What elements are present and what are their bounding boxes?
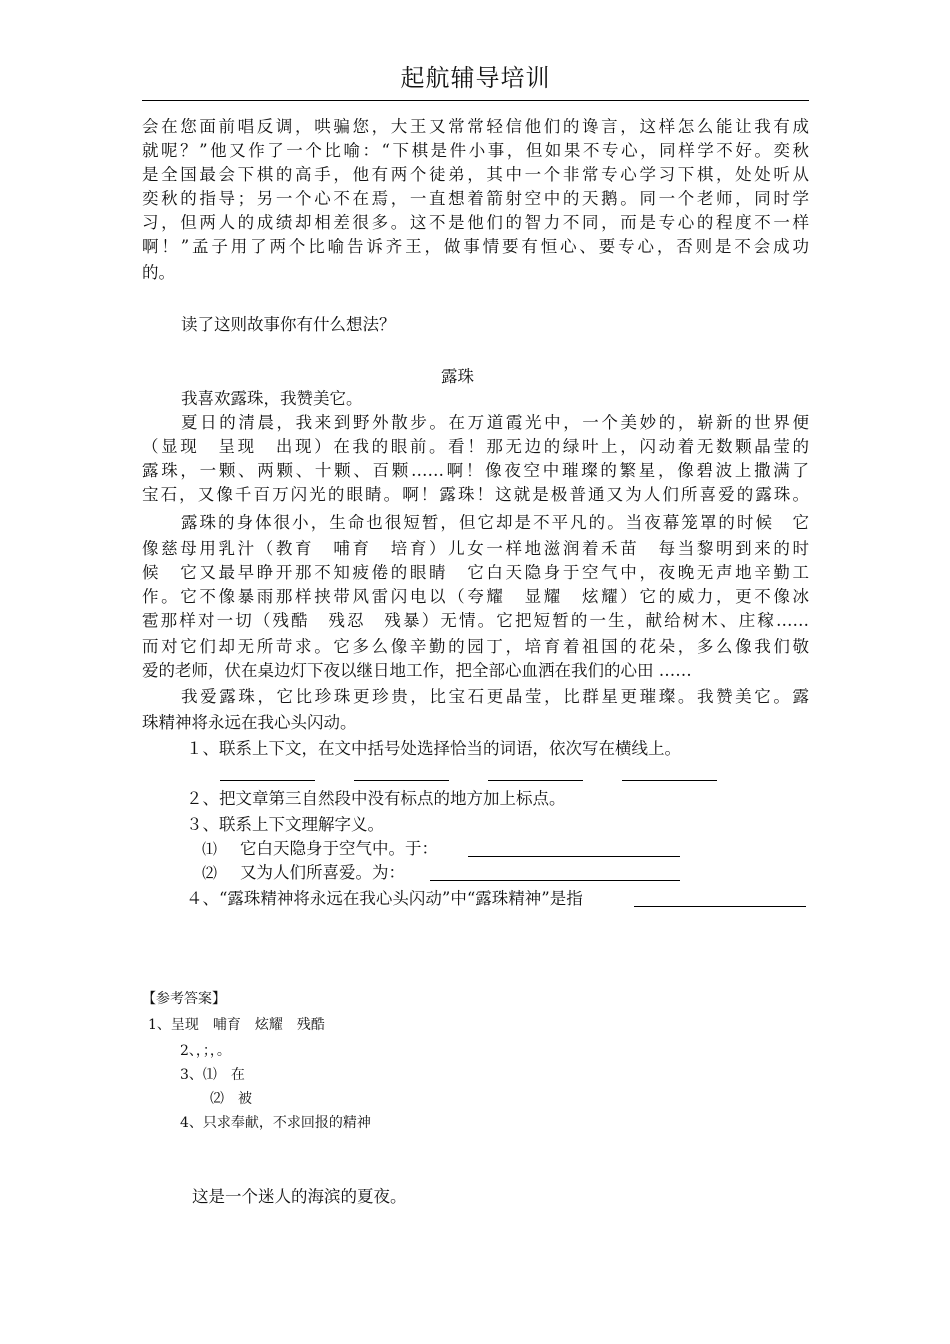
story-line: 就呢？”他又作了一个比喻：“下棋是件小事，但如果不专心，同样学不好。奕秋 (142, 141, 809, 160)
story-line: 的。 (142, 263, 175, 282)
article-line: 珠精神将永远在我心头闪动。 (142, 713, 357, 732)
answer-blank-1[interactable] (220, 764, 315, 781)
answer-blank-q4[interactable] (634, 890, 806, 907)
question-3: ３、联系上下文理解字义。 (186, 815, 384, 834)
article-line: 夏日的清晨，我来到野外散步。在万道霞光中，一个美妙的，崭新的世界便 (181, 413, 809, 432)
article-title: 露珠 (441, 367, 474, 386)
answer-2: 2、，；，。 (180, 1043, 231, 1059)
answer-3-1: 3、⑴ 在 (180, 1067, 245, 1083)
story-line: 会在您面前唱反调，哄骗您，大王又常常轻信他们的谗言，这样怎么能让我有成 (142, 117, 809, 136)
article-line: 爱的老师，伏在桌边灯下夜以继日地工作，把全部心血洒在我们的心田 …… (142, 661, 692, 680)
answer-3-2: ⑵ 被 (210, 1091, 252, 1107)
answer-blank-2[interactable] (354, 764, 449, 781)
answer-1: 1、呈现 哺育 炫耀 残酷 (148, 1017, 325, 1033)
question-3-2-number: ⑵ (202, 864, 218, 882)
article-line: 作。它不像暴雨那样挟带风雷闪电以（夸耀 显耀 炫耀）它的威力，更不像冰 (142, 587, 809, 606)
article-line: 像慈母用乳汁（教育 哺育 培育）儿女一样地滋润着禾苗 每当黎明到来的时 (142, 539, 809, 558)
answer-blank-4[interactable] (622, 764, 717, 781)
header-rule (142, 100, 809, 101)
answers-heading: 【参考答案】 (142, 991, 226, 1007)
article-line: 宝石，又像千百万闪光的眼睛。啊！露珠！这就是极普通又为人们所喜爱的露珠。 (142, 485, 809, 504)
story-line: 奕秋的指导；另一个心不在焉，一直想着箭射空中的天鹅。同一个老师，同时学 (142, 189, 809, 208)
article-line: 雹那样对一切（残酷 残忍 残暴）无情。它把短暂的一生，献给树木、庄稼…… (142, 611, 809, 630)
article-line: 而对它们却无所苛求。它多么像辛勤的园丁，培育着祖国的花朵，多么像我们敬 (142, 637, 809, 656)
answer-blank-3[interactable] (488, 764, 583, 781)
question-4: ４、“露珠精神将永远在我心头闪动”中“露珠精神”是指 (186, 889, 583, 908)
story-question: 读了这则故事你有什么想法？ (181, 315, 396, 334)
question-3-2: 又为人们所喜爱。为： (240, 863, 405, 882)
story-line: 是全国最会下棋的高手，他有两个徒弟，其中一个非常专心学习下棋，处处听从 (142, 165, 809, 184)
article-line: 露珠，一颗、两颗、十颗、百颗……啊！像夜空中璀璨的繁星，像碧波上撒满了 (142, 461, 809, 480)
question-2: ２、把文章第三自然段中没有标点的地方加上标点。 (186, 789, 566, 808)
article-line: 我喜欢露珠，我赞美它。 (181, 389, 363, 408)
answer-blank-q3-1[interactable] (468, 840, 680, 857)
article-line: 候 它又最早睁开那不知疲倦的眼睛 它白天隐身于空气中，夜晚无声地辛勤工 (142, 563, 809, 582)
question-3-1: 它白天隐身于空气中。于： (240, 839, 438, 858)
article-line: 我爱露珠，它比珍珠更珍贵，比宝石更晶莹，比群星更璀璨。我赞美它。露 (181, 687, 809, 706)
answer-4: 4、只求奉献，不求回报的精神 (180, 1115, 371, 1131)
page-header-title: 起航辅导培训 (400, 64, 551, 92)
story-line: 习，但两人的成绩却相差很多。这不是他们的智力不同，而是专心的程度不一样 (142, 213, 809, 232)
answer-blank-q3-2[interactable] (430, 864, 680, 881)
next-passage-line: 这是一个迷人的海滨的夏夜。 (192, 1187, 407, 1206)
article-line: 露珠的身体很小，生命也很短暂，但它却是不平凡的。当夜幕笼罩的时候 它 (181, 513, 809, 532)
question-1: １、联系上下文，在文中括号处选择恰当的词语，依次写在横线上。 (186, 739, 681, 758)
story-line: 啊！”孟子用了两个比喻告诉齐王，做事情要有恒心、要专心，否则是不会成功 (142, 237, 809, 256)
question-3-1-number: ⑴ (202, 840, 218, 858)
article-line: （显现 呈现 出现）在我的眼前。看！那无边的绿叶上，闪动着无数颗晶莹的 (142, 437, 809, 456)
